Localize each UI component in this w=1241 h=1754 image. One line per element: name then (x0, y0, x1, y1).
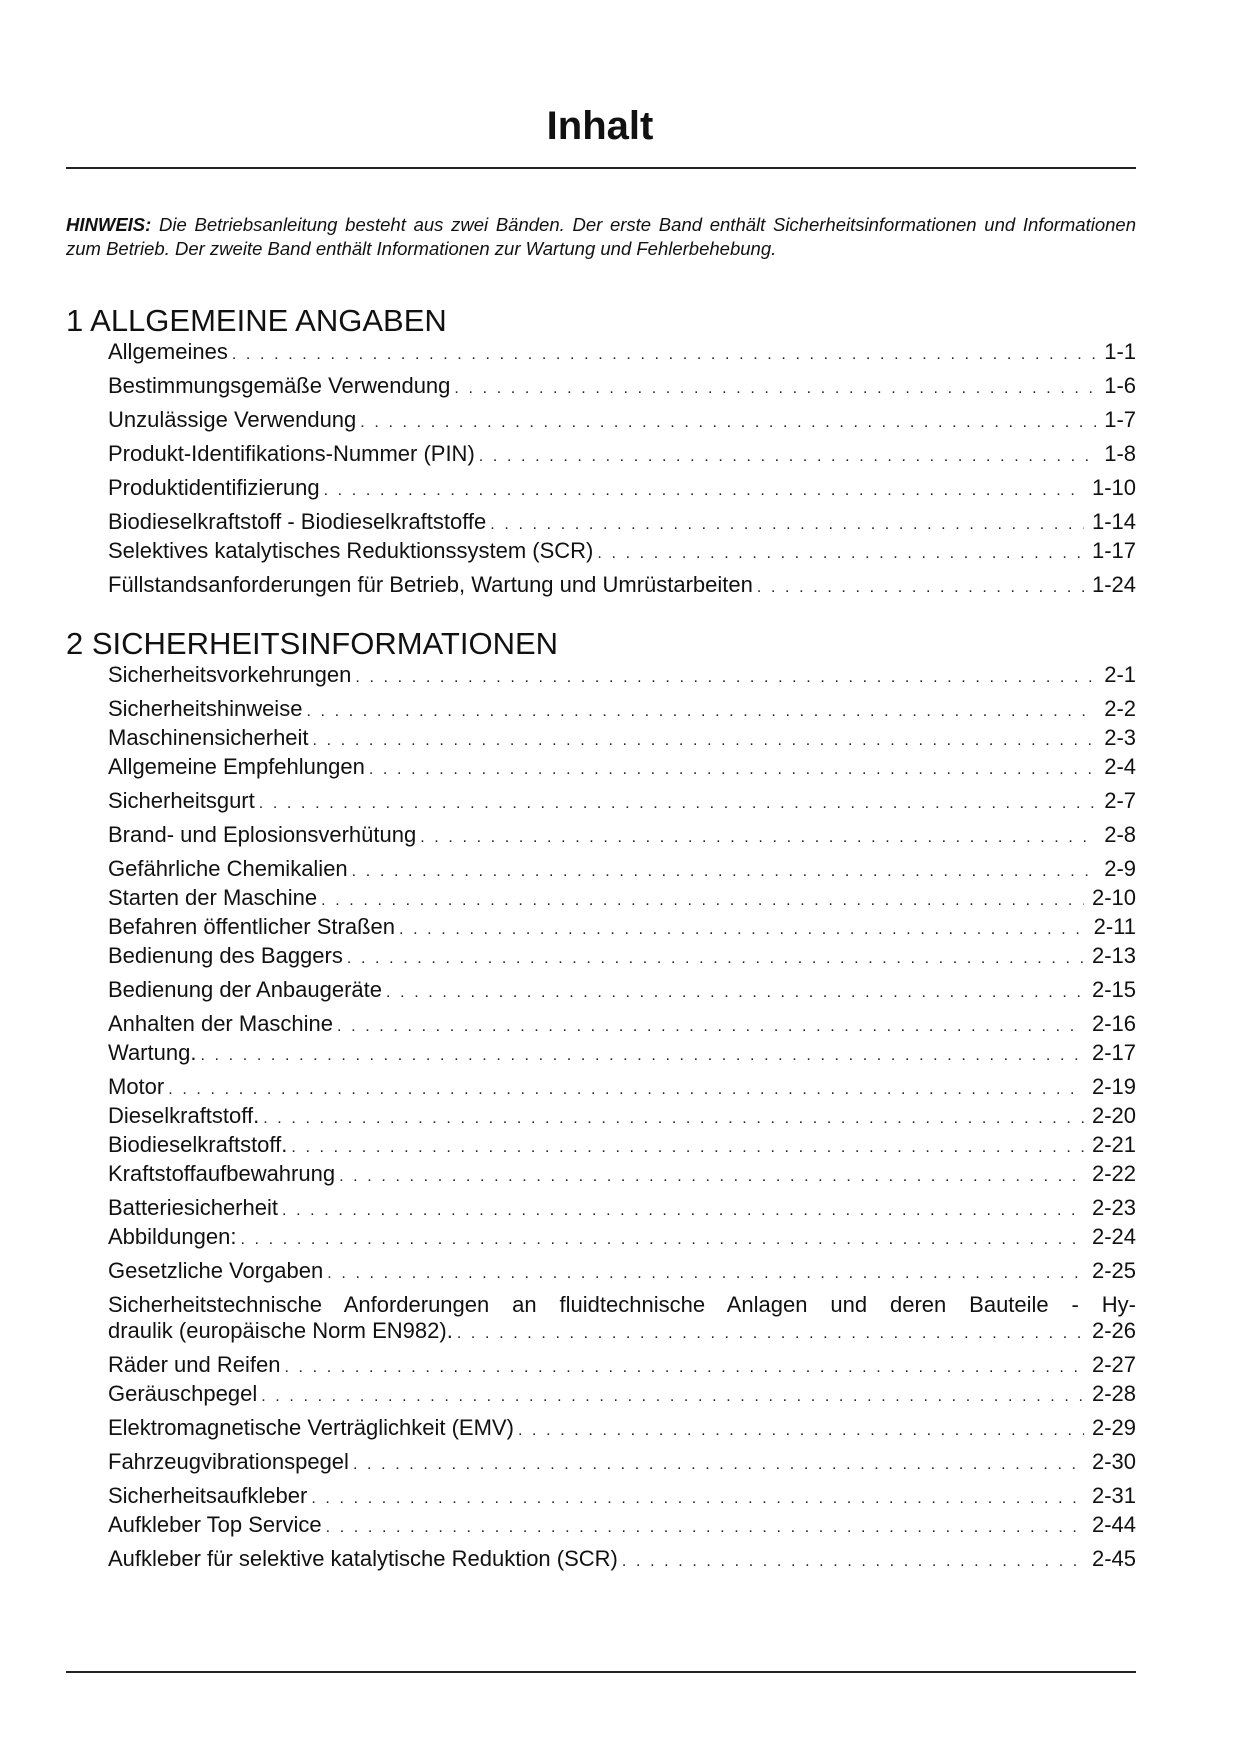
toc-entry[interactable] (108, 725, 1136, 754)
toc-entry-title-line1: Sicherheitstechnische Anforderungen an fluidtechnische Anlagen und deren Bauteile - Hy- (108, 1292, 1136, 1317)
toc-entry-line2 (108, 1318, 1136, 1347)
toc-entry-page: 2-30 (1091, 1449, 1136, 1474)
leader-dots (360, 410, 1096, 436)
toc-entry-page: 2-26 (1091, 1318, 1136, 1343)
toc-entry-page: 2-16 (1091, 1011, 1136, 1036)
toc-entry-page: 1-1 (1104, 339, 1136, 364)
toc-entry-page: 2-10 (1091, 885, 1136, 910)
toc-entry-title: draulik (europäische Norm EN982). (108, 1318, 453, 1343)
toc-entry-title: Allgemeine Empfehlungen (108, 754, 365, 779)
toc-entry-title: Gefährliche Chemikalien (108, 856, 348, 881)
leader-dots (518, 1418, 1084, 1444)
toc-entry[interactable] (108, 1224, 1136, 1253)
leader-dots (597, 541, 1084, 567)
toc-entry-title: Anhalten der Maschine (108, 1011, 334, 1036)
toc-entry[interactable] (108, 475, 1136, 504)
toc-entry-page: 2-19 (1091, 1074, 1136, 1099)
leader-dots (240, 1227, 1084, 1253)
leader-dots (261, 1384, 1084, 1410)
toc-entry-title: Aufkleber Top Service (108, 1512, 322, 1537)
toc-entry[interactable] (108, 1103, 1136, 1132)
toc-entry[interactable] (108, 856, 1136, 885)
toc-section-2 (66, 626, 1136, 1575)
toc-list (66, 339, 1136, 601)
toc-entry[interactable] (108, 1415, 1136, 1444)
leader-dots (263, 1106, 1084, 1132)
toc-entry[interactable] (108, 1483, 1136, 1512)
toc-entry[interactable] (108, 1258, 1136, 1287)
toc-section-1 (66, 303, 1136, 601)
toc-entry[interactable] (108, 1195, 1136, 1224)
toc-entry-title: Biodieselkraftstoff - Biodieselkraftstoffe (108, 509, 487, 534)
section-heading: 1 ALLGEMEINE ANGABEN (66, 303, 447, 338)
toc-entry-multiline[interactable] (108, 1292, 1136, 1347)
toc-entry-title: Abbildungen: (108, 1224, 237, 1249)
toc-entry-page: 2-23 (1091, 1195, 1136, 1220)
toc-entry-page: 2-28 (1091, 1381, 1136, 1406)
toc-entry[interactable] (108, 1546, 1136, 1575)
toc-entry-page: 2-11 (1093, 914, 1136, 939)
leader-dots (420, 825, 1096, 851)
toc-entry[interactable] (108, 1449, 1136, 1478)
toc-entry-title: Brand- und Eplosionsverhütung (108, 822, 417, 847)
toc-entry-page: 2-2 (1104, 696, 1136, 721)
toc-entry-title: Sicherheitsaufkleber (108, 1483, 308, 1508)
toc-entry-title: Elektromagnetische Verträglichkeit (EMV) (108, 1415, 514, 1440)
leader-dots (291, 1135, 1084, 1161)
toc-entry[interactable] (108, 509, 1136, 538)
leader-dots (200, 1043, 1084, 1069)
toc-entry-page: 1-24 (1091, 572, 1136, 597)
toc-entry[interactable] (108, 1352, 1136, 1381)
note-paragraph (66, 213, 1136, 261)
toc-entry-page: 1-17 (1091, 538, 1136, 563)
toc-entry-page: 2-29 (1091, 1415, 1136, 1440)
leader-dots (622, 1549, 1084, 1575)
toc-entry-title: Füllstandsanforderungen für Betrieb, Wartung und Umrüstarbeiten (108, 572, 753, 597)
toc-entry-title: Maschinensicherheit (108, 725, 309, 750)
toc-entry[interactable] (108, 1512, 1136, 1541)
leader-dots (490, 512, 1084, 538)
toc-entry-title: Starten der Maschine (108, 885, 318, 910)
toc-entry-title: Bestimmungsgemäße Verwendung (108, 373, 451, 398)
toc-entry-title: Sicherheitsvorkehrungen (108, 662, 352, 687)
leader-dots (757, 575, 1084, 601)
toc-entry[interactable] (108, 1040, 1136, 1069)
toc-entry-page: 1-6 (1104, 373, 1136, 398)
leader-dots (313, 728, 1097, 754)
toc-list (66, 662, 1136, 1575)
leader-dots (353, 1452, 1084, 1478)
leader-dots (479, 444, 1096, 470)
toc-entry-title: Produkt-Identifikations-Nummer (PIN) (108, 441, 475, 466)
toc-entry-page: 2-44 (1091, 1512, 1136, 1537)
toc-entry[interactable] (108, 373, 1136, 402)
toc-entry-page: 2-13 (1091, 943, 1136, 968)
toc-entry-page: 2-15 (1091, 977, 1136, 1002)
note-text: Die Betriebsanleitung besteht aus zwei Bänden. Der erste Band enthält Sicherheitsinformationen und Informationen zum Betrieb. Der zweite Band enthält Informationen zur Wartung und Fehlerbehebung. (66, 214, 1136, 259)
toc-entry-title: Aufkleber für selektive katalytische Reduktion (SCR) (108, 1546, 618, 1571)
toc-entry[interactable] (108, 1011, 1136, 1040)
leader-dots (306, 699, 1096, 725)
toc-entry-page: 1-7 (1104, 407, 1136, 432)
leader-dots (337, 1014, 1084, 1040)
leader-dots (311, 1486, 1084, 1512)
toc-entry[interactable] (108, 339, 1136, 368)
footer-divider (66, 1671, 1136, 1673)
toc-entry-title: Bedienung des Baggers (108, 943, 343, 968)
toc-entry[interactable] (108, 754, 1136, 783)
toc-entry[interactable] (108, 1161, 1136, 1190)
leader-dots (386, 980, 1084, 1006)
toc-entry-title: Sicherheitshinweise (108, 696, 303, 721)
leader-dots (232, 342, 1096, 368)
toc-entry[interactable] (108, 1381, 1136, 1410)
toc-entry-title: Dieselkraftstoff. (108, 1103, 260, 1128)
toc-entry-page: 2-3 (1104, 725, 1136, 750)
toc-entry-page: 2-17 (1091, 1040, 1136, 1065)
toc-entry-page: 1-10 (1091, 475, 1136, 500)
toc-entry-title: Wartung. (108, 1040, 197, 1065)
toc-entry-title: Befahren öffentlicher Straßen (108, 914, 395, 939)
leader-dots (399, 917, 1086, 943)
leader-dots (347, 946, 1084, 972)
leader-dots (324, 478, 1084, 504)
leader-dots (352, 859, 1097, 885)
leader-dots (369, 757, 1096, 783)
leader-dots (327, 1261, 1084, 1287)
section-heading: 2 SICHERHEITSINFORMATIONEN (66, 626, 559, 661)
toc-entry-page: 2-20 (1091, 1103, 1136, 1128)
toc-entry-page: 1-8 (1104, 441, 1136, 466)
toc-entry-page: 1-14 (1091, 509, 1136, 534)
toc-entry[interactable] (108, 407, 1136, 436)
toc-entry[interactable] (108, 441, 1136, 470)
toc-entry[interactable] (108, 572, 1136, 601)
toc-entry[interactable] (108, 914, 1136, 943)
toc-entry[interactable] (108, 977, 1136, 1006)
leader-dots (321, 888, 1084, 914)
header-divider (66, 167, 1136, 169)
toc-entry-title: Sicherheitsgurt (108, 788, 255, 813)
toc-entry-title: Motor (108, 1074, 165, 1099)
leader-dots (454, 376, 1096, 402)
leader-dots (326, 1515, 1084, 1541)
toc-entry[interactable] (108, 788, 1136, 817)
toc-entry-page: 2-27 (1091, 1352, 1136, 1377)
note-label: HINWEIS: (66, 214, 152, 235)
toc-entry-title: Batteriesicherheit (108, 1195, 278, 1220)
leader-dots (168, 1077, 1084, 1103)
toc-entry-title: Bedienung der Anbaugeräte (108, 977, 383, 1002)
toc-entry-title: Geräuschpegel (108, 1381, 258, 1406)
toc-entry-title: Biodieselkraftstoff. (108, 1132, 288, 1157)
toc-entry-page: 2-4 (1104, 754, 1136, 779)
toc-entry[interactable] (108, 1074, 1136, 1103)
toc-entry-page: 2-25 (1091, 1258, 1136, 1283)
toc-entry[interactable] (108, 943, 1136, 972)
toc-entry-page: 2-21 (1091, 1132, 1136, 1157)
toc-entry-page: 2-45 (1091, 1546, 1136, 1571)
toc-entry-title: Produktidentifizierung (108, 475, 320, 500)
toc-entry-title: Allgemeines (108, 339, 228, 364)
toc-entry[interactable] (108, 538, 1136, 567)
toc-entry-page: 2-24 (1091, 1224, 1136, 1249)
toc-entry[interactable] (108, 696, 1136, 725)
toc-entry[interactable] (108, 885, 1136, 914)
page-title: Inhalt (546, 104, 654, 148)
leader-dots (284, 1355, 1084, 1381)
leader-dots (282, 1198, 1084, 1224)
toc-entry-page: 2-9 (1104, 856, 1136, 881)
leader-dots (339, 1164, 1084, 1190)
toc-entry[interactable] (108, 1132, 1136, 1161)
toc-entry-page: 2-8 (1104, 822, 1136, 847)
toc-entry-page: 2-22 (1091, 1161, 1136, 1186)
toc-entry-page: 2-7 (1104, 788, 1136, 813)
leader-dots (259, 791, 1096, 817)
toc-entry-page: 2-1 (1104, 662, 1136, 687)
leader-dots (457, 1321, 1084, 1347)
toc-entry-title: Selektives katalytisches Reduktionssystem (SCR) (108, 538, 594, 563)
toc-entry[interactable] (108, 662, 1136, 691)
toc-entry-title: Räder und Reifen (108, 1352, 281, 1377)
toc-entry-page: 2-31 (1091, 1483, 1136, 1508)
toc-entry-title: Kraftstoffaufbewahrung (108, 1161, 336, 1186)
toc-entry-title: Fahrzeugvibrationspegel (108, 1449, 349, 1474)
toc-entry[interactable] (108, 822, 1136, 851)
toc-entry-title: Gesetzliche Vorgaben (108, 1258, 324, 1283)
leader-dots (355, 665, 1096, 691)
toc-entry-title: Unzulässige Verwendung (108, 407, 357, 432)
